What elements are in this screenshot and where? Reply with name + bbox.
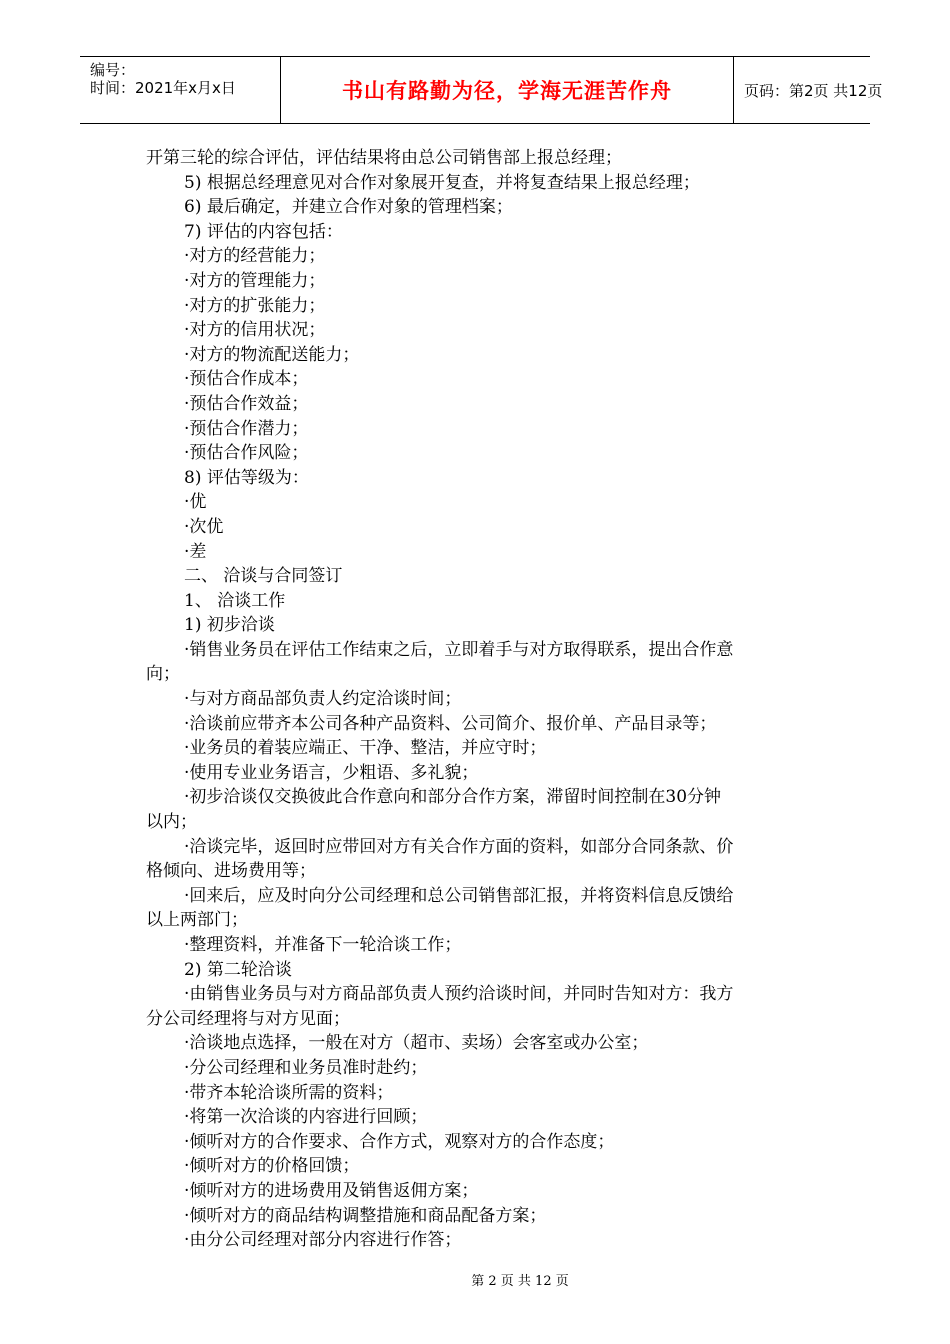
body-text-line: ·由销售业务员与对方商品部负责人预约洽谈时间，并同时告知对方：我方 <box>184 984 734 1005</box>
body-text-line: ·初步洽谈仅交换彼此合作意向和部分合作方案，滞留时间控制在30分钟 <box>184 787 722 808</box>
header-motto-cell <box>280 57 734 123</box>
body-text-line: ·优 <box>184 492 207 513</box>
body-text-line: ·预估合作成本； <box>184 369 309 390</box>
body-text-line: ·预估合作效益； <box>184 393 309 414</box>
page-footer: 第 2 页 共 12 页 <box>471 1274 569 1289</box>
document-number-label: 编号： <box>90 61 136 79</box>
header-motto: 书山有路勤为径，学海无涯苦作舟 <box>342 79 672 103</box>
body-text-line: 二、 洽谈与合同签订 <box>184 566 343 587</box>
header-page-code: 页码：第2页 共12页 <box>744 81 883 100</box>
header-page-cell <box>734 57 883 123</box>
body-text-line: ·与对方商品部负责人约定洽谈时间； <box>184 689 462 710</box>
body-text-line: ·洽谈前应带齐本公司各种产品资料、公司简介、报价单、产品目录等； <box>184 713 717 734</box>
body-text-line: ·倾听对方的价格回馈； <box>184 1156 360 1177</box>
body-text-line: 1、 洽谈工作 <box>184 590 286 611</box>
document-body <box>146 146 806 1253</box>
body-text-line: ·倾听对方的合作要求、合作方式，观察对方的合作态度； <box>184 1131 615 1152</box>
body-text-line: ·洽谈地点选择，一般在对方（超市、卖场）会客室或办公室； <box>184 1033 649 1054</box>
body-text-line: 6) 最后确定，并建立合作对象的管理档案； <box>184 197 513 218</box>
body-text-line: ·将第一次洽谈的内容进行回顾； <box>184 1107 428 1128</box>
body-text-line: ·预估合作风险； <box>184 443 309 464</box>
body-text-line: 2) 第二轮洽谈 <box>184 959 292 980</box>
body-text-line: 向； <box>146 664 180 685</box>
body-text-line: ·分公司经理和业务员准时赴约； <box>184 1057 428 1078</box>
body-text-line: ·对方的物流配送能力； <box>184 344 360 365</box>
body-text-line: ·对方的信用状况； <box>184 320 326 341</box>
body-text-line: ·洽谈完毕，返回时应带回对方有关合作方面的资料，如部分合同条款、价 <box>184 836 734 857</box>
body-text-line: ·使用专业业务语言，少粗语、多礼貌； <box>184 762 479 783</box>
page-header <box>80 56 883 124</box>
body-text-line: 以内； <box>146 812 197 833</box>
body-text-line: ·对方的扩张能力； <box>184 295 326 316</box>
body-text-line: ·预估合作潜力； <box>184 418 309 439</box>
body-text-line: ·销售业务员在评估工作结束之后，立即着手与对方取得联系，提出合作意 <box>184 639 734 660</box>
body-text-line: 格倾向、进场费用等； <box>146 861 316 882</box>
body-text-line: 开第三轮的综合评估，评估结果将由总公司销售部上报总经理； <box>146 148 622 168</box>
body-text-line: ·业务员的着装应端正、干净、整洁，并应守时； <box>184 738 547 759</box>
body-text-line: ·倾听对方的进场费用及销售返佣方案； <box>184 1180 479 1201</box>
body-text-line: ·次优 <box>184 516 224 537</box>
document-time-label: 时间：2021年x月x日 <box>90 79 236 97</box>
body-text-line: 8) 评估等级为： <box>184 467 309 488</box>
body-text-line: ·整理资料，并准备下一轮洽谈工作； <box>184 935 462 955</box>
body-text-line: ·由分公司经理对部分内容进行作答； <box>184 1230 462 1251</box>
body-text-line: ·差 <box>184 541 207 562</box>
body-text-line: ·回来后，应及时向分公司经理和总公司销售部汇报，并将资料信息反馈给 <box>184 885 734 906</box>
header-meta <box>80 57 280 123</box>
body-text-line: ·带齐本轮洽谈所需的资料； <box>184 1082 394 1103</box>
body-text-line: ·对方的经营能力； <box>184 246 326 267</box>
body-text-line: 1) 初步洽谈 <box>184 615 275 636</box>
body-text-line: ·倾听对方的商品结构调整措施和商品配备方案； <box>184 1205 547 1226</box>
body-text-line: 分公司经理将与对方见面； <box>146 1008 350 1029</box>
body-text-line: 以上两部门； <box>146 910 248 931</box>
body-text-line: ·对方的管理能力； <box>184 270 326 291</box>
body-text-line: 5) 根据总经理意见对合作对象展开复查，并将复查结果上报总经理； <box>184 172 700 193</box>
body-text-line: 7) 评估的内容包括： <box>184 221 343 242</box>
